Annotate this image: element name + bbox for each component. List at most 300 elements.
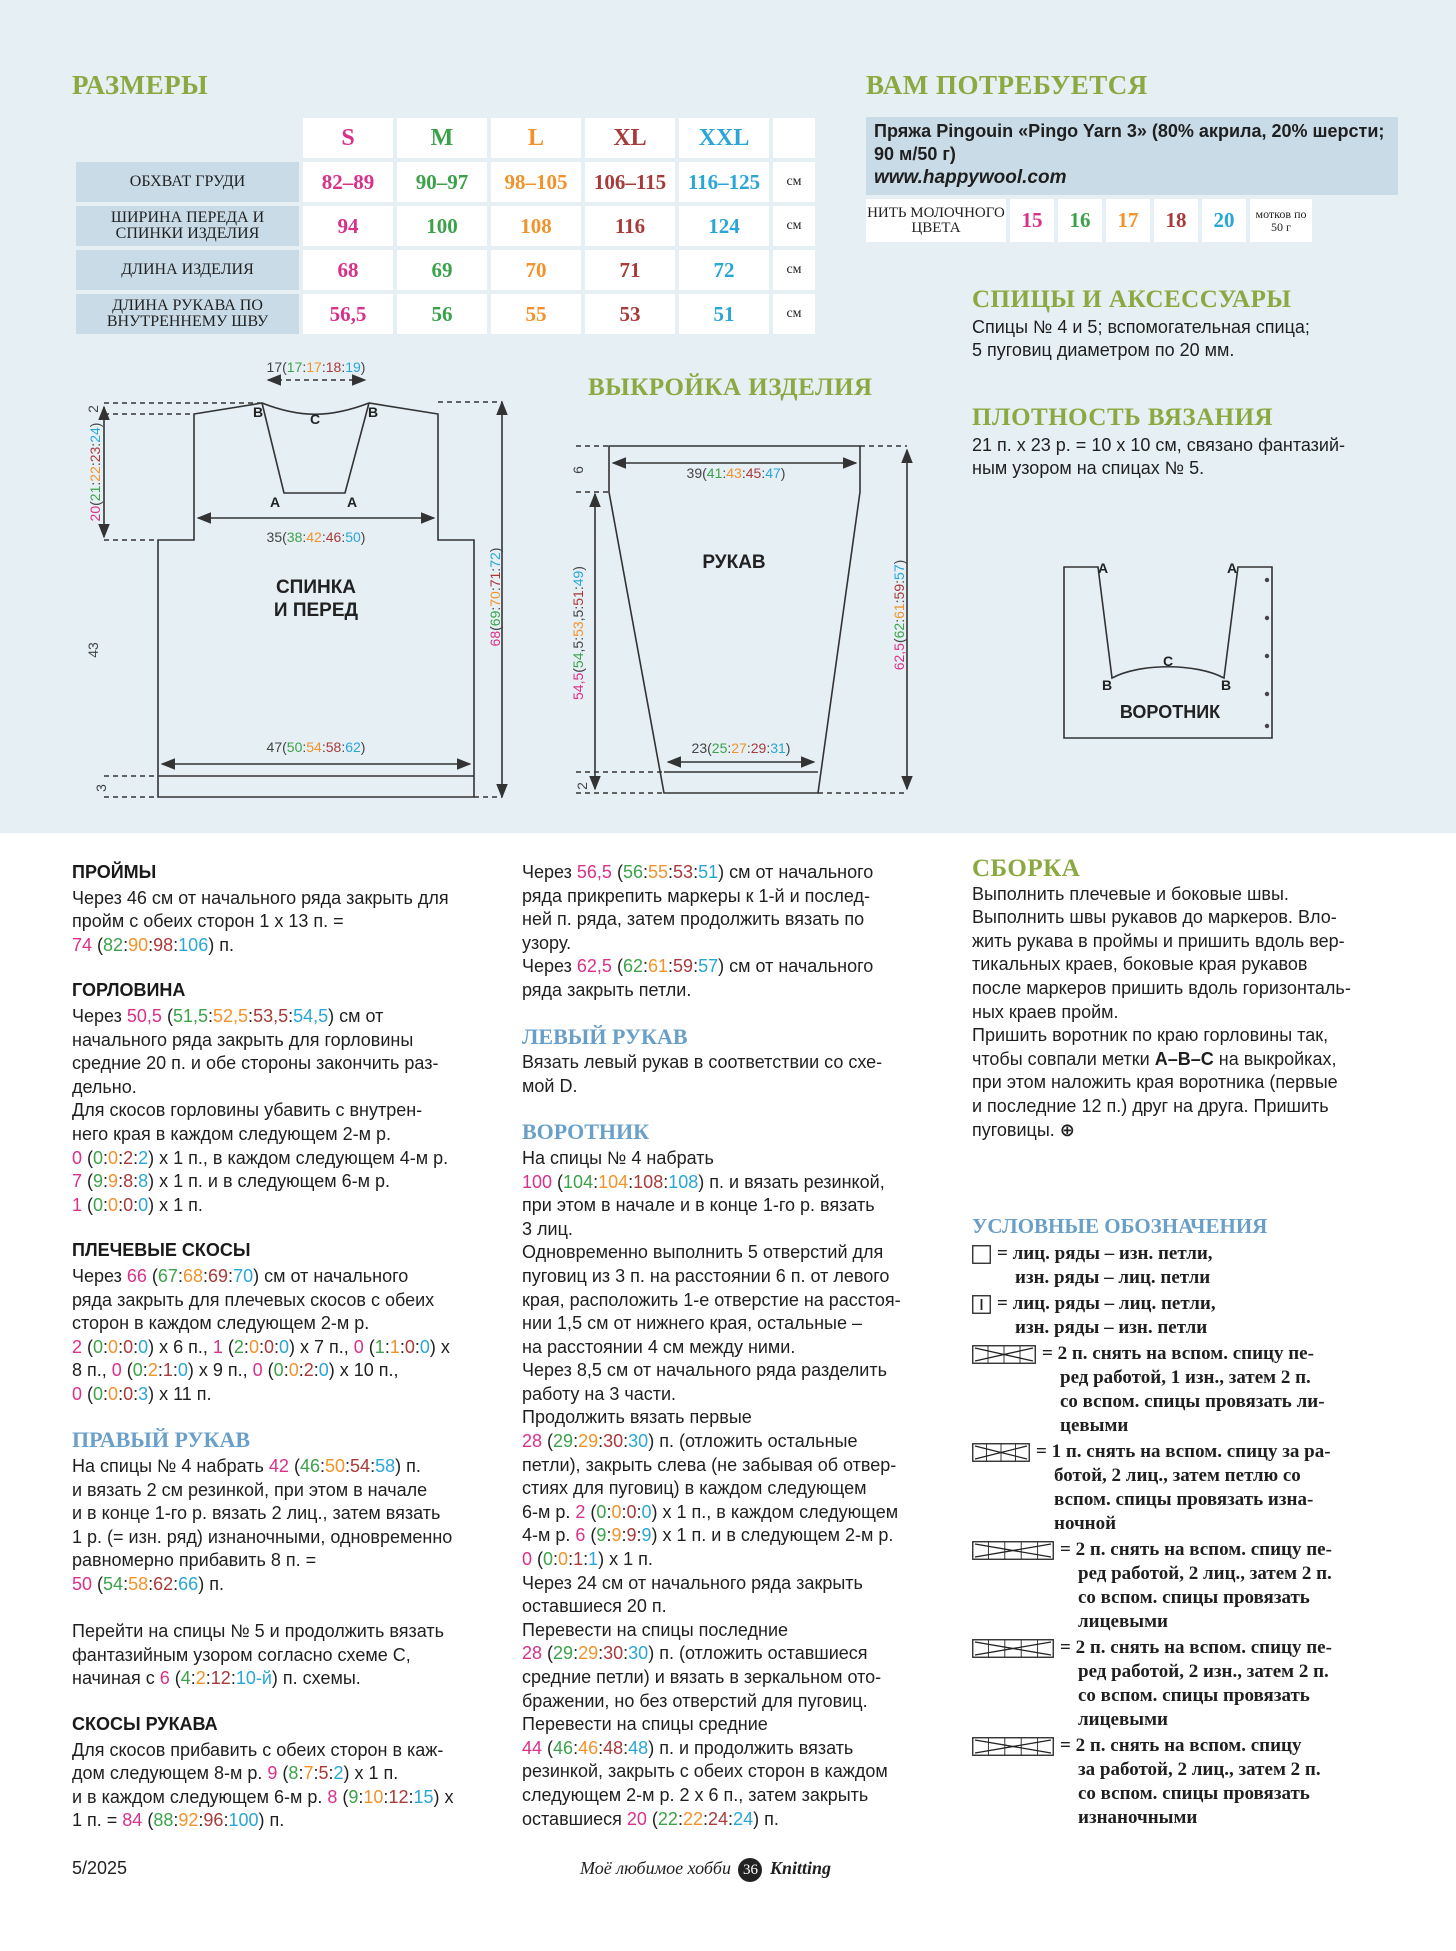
text-run: ) х [433, 1786, 454, 1807]
text-line [72, 910, 502, 934]
size-value: 1 [573, 1549, 584, 1570]
dimension-part: 50 [286, 739, 303, 755]
section-heading: ПРАВЫЙ РУКАВ [72, 1427, 251, 1453]
text-run: 6-м р. [522, 1501, 576, 1522]
text-line [972, 883, 1412, 907]
legend-line: изнаночными [1078, 1807, 1198, 1828]
size-value: 66 [178, 1574, 199, 1595]
text-run: ) п. [395, 1456, 421, 1477]
body-length-dim [487, 548, 503, 647]
size-row-label: ДЛИНА ИЗДЕЛИЯ [76, 250, 299, 290]
dimension-part: : [487, 606, 503, 611]
text-run: ( [142, 1810, 154, 1831]
size-value: 10-й [235, 1668, 272, 1689]
text-line [72, 1597, 502, 1621]
size-value: 46 [553, 1737, 574, 1758]
text-run: при этом наложить края воротника (первые [972, 1072, 1338, 1093]
text-line [522, 1595, 952, 1619]
text-run: ( [222, 1336, 234, 1357]
text-run: : [642, 956, 648, 977]
text-line [972, 1048, 1412, 1072]
legend-line: цевыми [1060, 1415, 1129, 1436]
dimension-part: 45 [745, 465, 762, 481]
text-line [72, 1099, 502, 1123]
section-heading: ПЛЕЧЕВЫЕ СКОСЫ [72, 1240, 251, 1261]
text-run: ряда закрыть петли. [522, 979, 692, 1000]
size-value: 29 [578, 1643, 599, 1664]
text-line [72, 1502, 502, 1526]
size-value: 100 [397, 206, 487, 246]
size-value: 0 [93, 1383, 104, 1404]
dimension-part: 31 [770, 740, 786, 756]
text-run: ) см от начального [253, 1265, 409, 1286]
legend-symbol-icon [972, 1295, 991, 1314]
dimension-part: 62 [345, 739, 361, 755]
size-value: 3 [138, 1383, 149, 1404]
text-run: : [198, 1810, 204, 1831]
thread-label: НИТЬ МОЛОЧНОГО ЦВЕТА [866, 199, 1006, 242]
text-line [72, 1762, 502, 1786]
text-line [522, 1406, 952, 1430]
text-run: : [173, 934, 179, 955]
text-run: ряда закрыть для плечевых скосов с обеих [72, 1289, 435, 1310]
legend-line: со вспом. спицы провязать [1078, 1685, 1310, 1706]
text-run: : [598, 1643, 604, 1664]
legend-text [1060, 1636, 1332, 1732]
text-run: и в конце 1-го р. вязать 2 лиц., затем вязать [72, 1503, 441, 1524]
size-value: 0 [123, 1336, 134, 1357]
dimension-part: ( [487, 626, 503, 631]
dimension-part: 49 [570, 570, 586, 587]
text-run: нии 1,5 см от нижнего края, остальные – [522, 1313, 862, 1334]
text-run: средние петли) и вязать в зеркальном ото- [522, 1667, 882, 1687]
thread-value-xl: 18 [1154, 199, 1198, 242]
size-value: 70 [233, 1265, 254, 1286]
text-run: : [148, 1574, 154, 1595]
legend-line: ночной [1054, 1513, 1117, 1534]
dimension-part: 70 [487, 591, 503, 607]
instruction-block [522, 1120, 952, 1831]
assembly-title: СБОРКА [972, 855, 1081, 882]
dimension-part: 69 [487, 610, 503, 627]
legend-symbol-icon [972, 1443, 1030, 1462]
dimension-part: ) [780, 465, 786, 481]
size-value: 69 [208, 1265, 229, 1286]
size-value: 29 [553, 1431, 574, 1452]
text-run: : [172, 1360, 178, 1381]
text-run: чтобы совпали метки [972, 1048, 1155, 1069]
text-run: : [133, 1383, 139, 1404]
dimension-part: : [321, 739, 326, 755]
legend-symbol [972, 1443, 1030, 1469]
instruction-block [522, 1025, 952, 1099]
text-run: : [190, 1668, 196, 1689]
size-value: 53 [673, 862, 694, 882]
text-run: : [258, 1336, 264, 1357]
text-run: Через 8,5 см от начального ряда разделить [522, 1360, 887, 1381]
size-value: 0 [72, 1147, 83, 1168]
size-value: 82–89 [303, 162, 393, 202]
text-run: : [677, 1808, 683, 1829]
dimension-part: 59 [891, 583, 907, 600]
text-run: : [173, 1810, 179, 1831]
text-line [522, 1666, 952, 1690]
text-run: : [123, 1574, 129, 1595]
size-value: 8 [327, 1786, 338, 1807]
section-heading: ЛЕВЫЙ РУКАВ [522, 1023, 688, 1049]
text-run: ряда прикрепить маркеры к 1-й и послед- [522, 885, 871, 906]
size-value: 0 [108, 1147, 119, 1168]
text-run: ( [277, 1763, 289, 1784]
size-value: 0 [123, 1194, 134, 1215]
text-run: ) х 1 п., в каждом следующем [651, 1501, 899, 1522]
text-run: на выкройках, [1213, 1048, 1337, 1069]
text-run: ⊕ [1059, 1119, 1075, 1140]
sleeve-cap-dim: 6 [570, 466, 586, 474]
text-run: : [118, 1147, 124, 1168]
text-run: ( [121, 1360, 133, 1381]
dimension-part: : [321, 359, 326, 375]
dimension-part: 20 [87, 505, 103, 522]
size-value: 51,5 [172, 1005, 208, 1026]
instruction-block [72, 1713, 502, 1833]
legend-title: УСЛОВНЫЕ ОБОЗНАЧЕНИЯ [972, 1214, 1268, 1238]
text-run: : [345, 1456, 351, 1477]
size-value: 0 [138, 1336, 149, 1357]
size-value: 8 [123, 1171, 134, 1192]
dimension-part: : [341, 529, 346, 545]
text-run: стиях для пуговиц) в каждом следующем [522, 1478, 867, 1499]
legend-symbol [972, 1541, 1054, 1567]
text-run: ( [82, 1336, 94, 1357]
text-run: пуговиц из 3 п. на расстоянии 6 п. от левого [522, 1265, 890, 1286]
size-value: 0 [248, 1336, 259, 1357]
text-run: ( [585, 1525, 597, 1546]
text-line [72, 1359, 502, 1383]
text-run: : [207, 1005, 213, 1026]
size-value: 46 [578, 1737, 599, 1758]
text-run: : [103, 1147, 109, 1168]
text-run: ( [611, 956, 623, 977]
text-run: ) х 1 п. [343, 1763, 399, 1784]
size-value: 30 [628, 1431, 649, 1452]
legend-symbol [972, 1295, 991, 1321]
size-value: 2 [195, 1668, 206, 1689]
size-value: 0 [596, 1501, 607, 1522]
text-run: : [173, 1574, 179, 1595]
text-run: работу на 3 части. [522, 1383, 677, 1404]
text-run: : [103, 1171, 109, 1192]
pattern-title: ВЫКРОЙКА ИЗДЕЛИЯ [588, 374, 873, 401]
size-value: 108 [491, 206, 581, 246]
text-line [972, 1024, 1412, 1048]
text-line [72, 1289, 502, 1313]
collar-mark-a-left: А [1098, 560, 1109, 576]
text-run: на расстоянии 4 см между ними. [522, 1336, 796, 1357]
text-run: Через [522, 956, 577, 977]
text-line [72, 1809, 502, 1833]
dimension-part: 62 [891, 622, 907, 639]
text-run: ) п. и продолжить вязать [648, 1737, 854, 1758]
text-run: резинкой, закрыть с обеих сторон в каждом [522, 1761, 888, 1782]
text-run: : [621, 1525, 627, 1546]
size-value: 30 [603, 1643, 624, 1664]
text-run: : [103, 1194, 109, 1215]
dimension-part: 22 [87, 466, 103, 482]
text-line [72, 1644, 502, 1668]
text-run: ) х 9 п., [187, 1360, 253, 1381]
size-value: 61 [647, 956, 669, 977]
size-value: 24 [733, 1808, 754, 1829]
text-line [522, 932, 952, 956]
dimension-part: ( [282, 739, 287, 755]
text-line [72, 1147, 502, 1171]
text-run: ( [92, 1574, 104, 1595]
collar-label: ВОРОТНИК [1119, 702, 1221, 722]
dimension-part: 23 [691, 740, 708, 756]
legend-item [972, 1242, 1412, 1290]
text-run: оставшиеся 20 п. [522, 1596, 667, 1617]
dimension-part: ( [282, 359, 287, 375]
text-run: : [663, 1171, 669, 1192]
dimension-part: 53 [570, 621, 586, 637]
text-run: жить рукава в проймы и пришить вдоль вер- [972, 930, 1345, 951]
size-value: 0 [93, 1147, 104, 1168]
text-run: ) х [429, 1336, 450, 1357]
pattern-diagrams [0, 0, 1456, 833]
size-value: 70 [491, 250, 581, 290]
dimension-part: ) [360, 739, 366, 755]
dimension-part: ) [891, 559, 907, 565]
text-line [522, 1808, 952, 1832]
dimension-part: 23 [87, 446, 103, 463]
sleeve-label: РУКАВ [702, 552, 766, 573]
size-value: 22 [682, 1808, 703, 1829]
collar-buttonholes [1265, 578, 1269, 728]
body-label-2: И ПЕРЕД [273, 600, 359, 621]
size-value: 15 [413, 1786, 434, 1807]
dimension-part: ( [87, 501, 103, 506]
text-run: : [642, 862, 648, 882]
legend-line: со вспом. спицы провязать ли- [1060, 1391, 1325, 1412]
legend-symbol-icon [972, 1639, 1054, 1658]
text-line [522, 1312, 952, 1336]
size-value: 10 [363, 1786, 384, 1807]
text-line [72, 1052, 502, 1076]
size-value: 0 [138, 1194, 149, 1215]
text-run: : [313, 1360, 319, 1381]
size-row-label: ДЛИНА РУКАВА ПО ВНУТРЕННЕМУ ШВУ [76, 294, 299, 334]
size-value: 0 [288, 1360, 299, 1381]
size-value: 0 [263, 1336, 274, 1357]
size-value: 0 [611, 1501, 622, 1522]
text-line [522, 1477, 952, 1501]
text-run: следующем 2-м р. 2 х 6 п., затем закрыть [522, 1784, 869, 1805]
text-run: : [408, 1786, 414, 1807]
text-line [522, 1524, 952, 1548]
thread-value-l: 17 [1106, 199, 1150, 242]
legend-symbol [972, 1345, 1036, 1371]
section-heading: ПРОЙМЫ [72, 862, 157, 882]
text-run: : [414, 1336, 420, 1357]
text-run: : [636, 1525, 642, 1546]
size-value: 0 [522, 1549, 533, 1570]
text-line [522, 1454, 952, 1478]
section-heading: ГОРЛОВИНА [72, 980, 186, 1001]
dimension-part: 42 [306, 529, 322, 545]
text-run: ( [82, 1147, 94, 1168]
text-line [522, 1430, 952, 1454]
legend-item [972, 1734, 1412, 1830]
dimension-part: : [766, 740, 771, 756]
text-line [972, 1001, 1412, 1025]
size-value: 2 [575, 1501, 586, 1522]
dimension-part: 35 [266, 529, 283, 545]
mark-b-left: В [253, 404, 264, 420]
text-run: : [621, 1501, 627, 1522]
text-run: пройм с обеих сторон 1 х 13 п. = [72, 911, 344, 932]
text-run: 4-м р. [522, 1525, 576, 1546]
dimension-part: 25 [711, 740, 728, 756]
text-run: : [133, 1147, 139, 1168]
dimension-part: 68 [487, 630, 503, 647]
size-value: 106 [178, 934, 209, 955]
text-run: : [573, 1431, 579, 1452]
text-run: Одновременно выполнить 5 отверстий для [522, 1242, 884, 1263]
needles-line: 5 пуговиц диаметром по 20 мм. [972, 340, 1235, 360]
size-value: 62,5 [576, 956, 612, 977]
collar-mark-c: С [1163, 653, 1174, 669]
legend-text [1060, 1538, 1332, 1634]
size-value: 104 [563, 1171, 594, 1192]
text-line [72, 1170, 502, 1194]
size-value: 30 [603, 1431, 624, 1452]
size-value: 6 [575, 1525, 586, 1546]
text-run: : [573, 1643, 579, 1664]
section-heading: СКОСЫ РУКАВА [72, 1714, 218, 1734]
text-run: при этом в начале и в конце 1-го р. вязать [522, 1195, 875, 1216]
text-run: мой D. [522, 1075, 578, 1096]
text-run: Через [72, 1005, 127, 1026]
size-value: 42 [268, 1456, 289, 1477]
text-line [522, 1760, 952, 1784]
text-run: : [148, 934, 154, 955]
size-value: 2 [333, 1763, 344, 1784]
text-run: : [598, 1431, 604, 1452]
text-run: ( [542, 1737, 554, 1758]
text-run: А–В–С [1154, 1048, 1214, 1069]
dimension-part: 54 [570, 652, 586, 669]
dimension-part: : [891, 618, 907, 623]
size-value: 0 [419, 1336, 430, 1357]
text-line [522, 1051, 952, 1075]
size-value: 0 [353, 1336, 364, 1357]
size-value: 6 [159, 1668, 170, 1689]
mark-b-right: В [368, 404, 379, 420]
text-run: ) х 1 п., в каждом следующем 4-м р. [148, 1147, 449, 1168]
text-line [72, 1573, 502, 1597]
instructions-column-1 [72, 861, 502, 1855]
text-line [522, 1359, 952, 1383]
text-line [72, 934, 502, 958]
size-value: 28 [522, 1431, 543, 1452]
mark-a-left: А [270, 494, 281, 510]
text-run: Через [72, 1265, 127, 1286]
text-run: : [103, 1336, 109, 1357]
size-value: 12 [210, 1668, 231, 1689]
size-value: 56,5 [576, 862, 612, 882]
legend-symbol [972, 1245, 991, 1271]
footer-issue: 5/2025 [72, 1858, 128, 1878]
text-line [72, 1479, 502, 1503]
text-run: : [118, 1171, 124, 1192]
legend-item [972, 1636, 1412, 1732]
text-run: : [358, 1786, 364, 1807]
dimension-part: : [570, 586, 586, 591]
dimension-part: 58 [325, 739, 342, 755]
collar-mark-a-right: А [1227, 560, 1238, 576]
dimension-part: 46 [325, 529, 342, 545]
text-run: ных краев пройм. [972, 1001, 1119, 1022]
text-run: ней п. ряда, затем продолжить вязать по [522, 909, 865, 930]
legend-symbol-icon [972, 1541, 1054, 1560]
size-unit: см [773, 206, 815, 246]
legend-line: = лиц. ряды – изн. петли, [997, 1243, 1213, 1264]
thread-value-m: 16 [1058, 199, 1102, 242]
needles-line: Спицы № 4 и 5; вспомогательная спица; [972, 317, 1310, 337]
size-value: 8 [138, 1171, 149, 1192]
text-run: : [228, 1265, 234, 1286]
text-line [522, 979, 952, 1003]
size-value: 55 [647, 862, 669, 882]
text-run: : [728, 1808, 734, 1829]
legend-line: ред работой, 2 лиц., затем 2 п. [1078, 1563, 1332, 1584]
dimension-part: 47 [266, 739, 283, 755]
size-unit: см [773, 294, 815, 334]
text-run: : [243, 1336, 249, 1357]
dimension-part: 43 [726, 465, 742, 481]
sleeve-length-dim [891, 560, 907, 671]
text-run: 8 п., [72, 1360, 112, 1381]
text-run: : [693, 956, 699, 977]
text-run: бражении, но без отверстий для пуговиц. [522, 1690, 868, 1711]
text-run: : [319, 1456, 325, 1477]
size-header-m: M [397, 118, 487, 158]
size-value: 4 [180, 1668, 191, 1689]
text-run: : [553, 1549, 559, 1570]
dimension-part: 50 [345, 529, 361, 545]
legend-line: со вспом. спицы провязать [1078, 1587, 1310, 1608]
text-run: дельно. [72, 1076, 137, 1097]
collar-mark-b-right: В [1221, 677, 1232, 693]
text-line [522, 1383, 952, 1407]
dimension-part: 61 [891, 603, 907, 619]
size-value: 9 [596, 1525, 607, 1546]
size-value: 0 [177, 1360, 188, 1381]
size-value: 2 [147, 1360, 158, 1381]
text-run: ) см от начального [718, 956, 874, 977]
dimension-part: ) [360, 359, 366, 375]
instruction-block [72, 1428, 502, 1691]
size-value: 2 [303, 1360, 314, 1381]
size-value: 108 [668, 1171, 699, 1192]
text-run: ) п. (отложить остальные [648, 1431, 858, 1452]
text-run: и последние 12 п.) друг на друга. Пришить [972, 1095, 1329, 1116]
legend-item [972, 1292, 1412, 1340]
thread-unit: мотков по 50 г [1250, 199, 1312, 242]
text-run: : [288, 1005, 294, 1026]
text-run: Для скосов горловины убавить с внутрен- [72, 1100, 423, 1121]
